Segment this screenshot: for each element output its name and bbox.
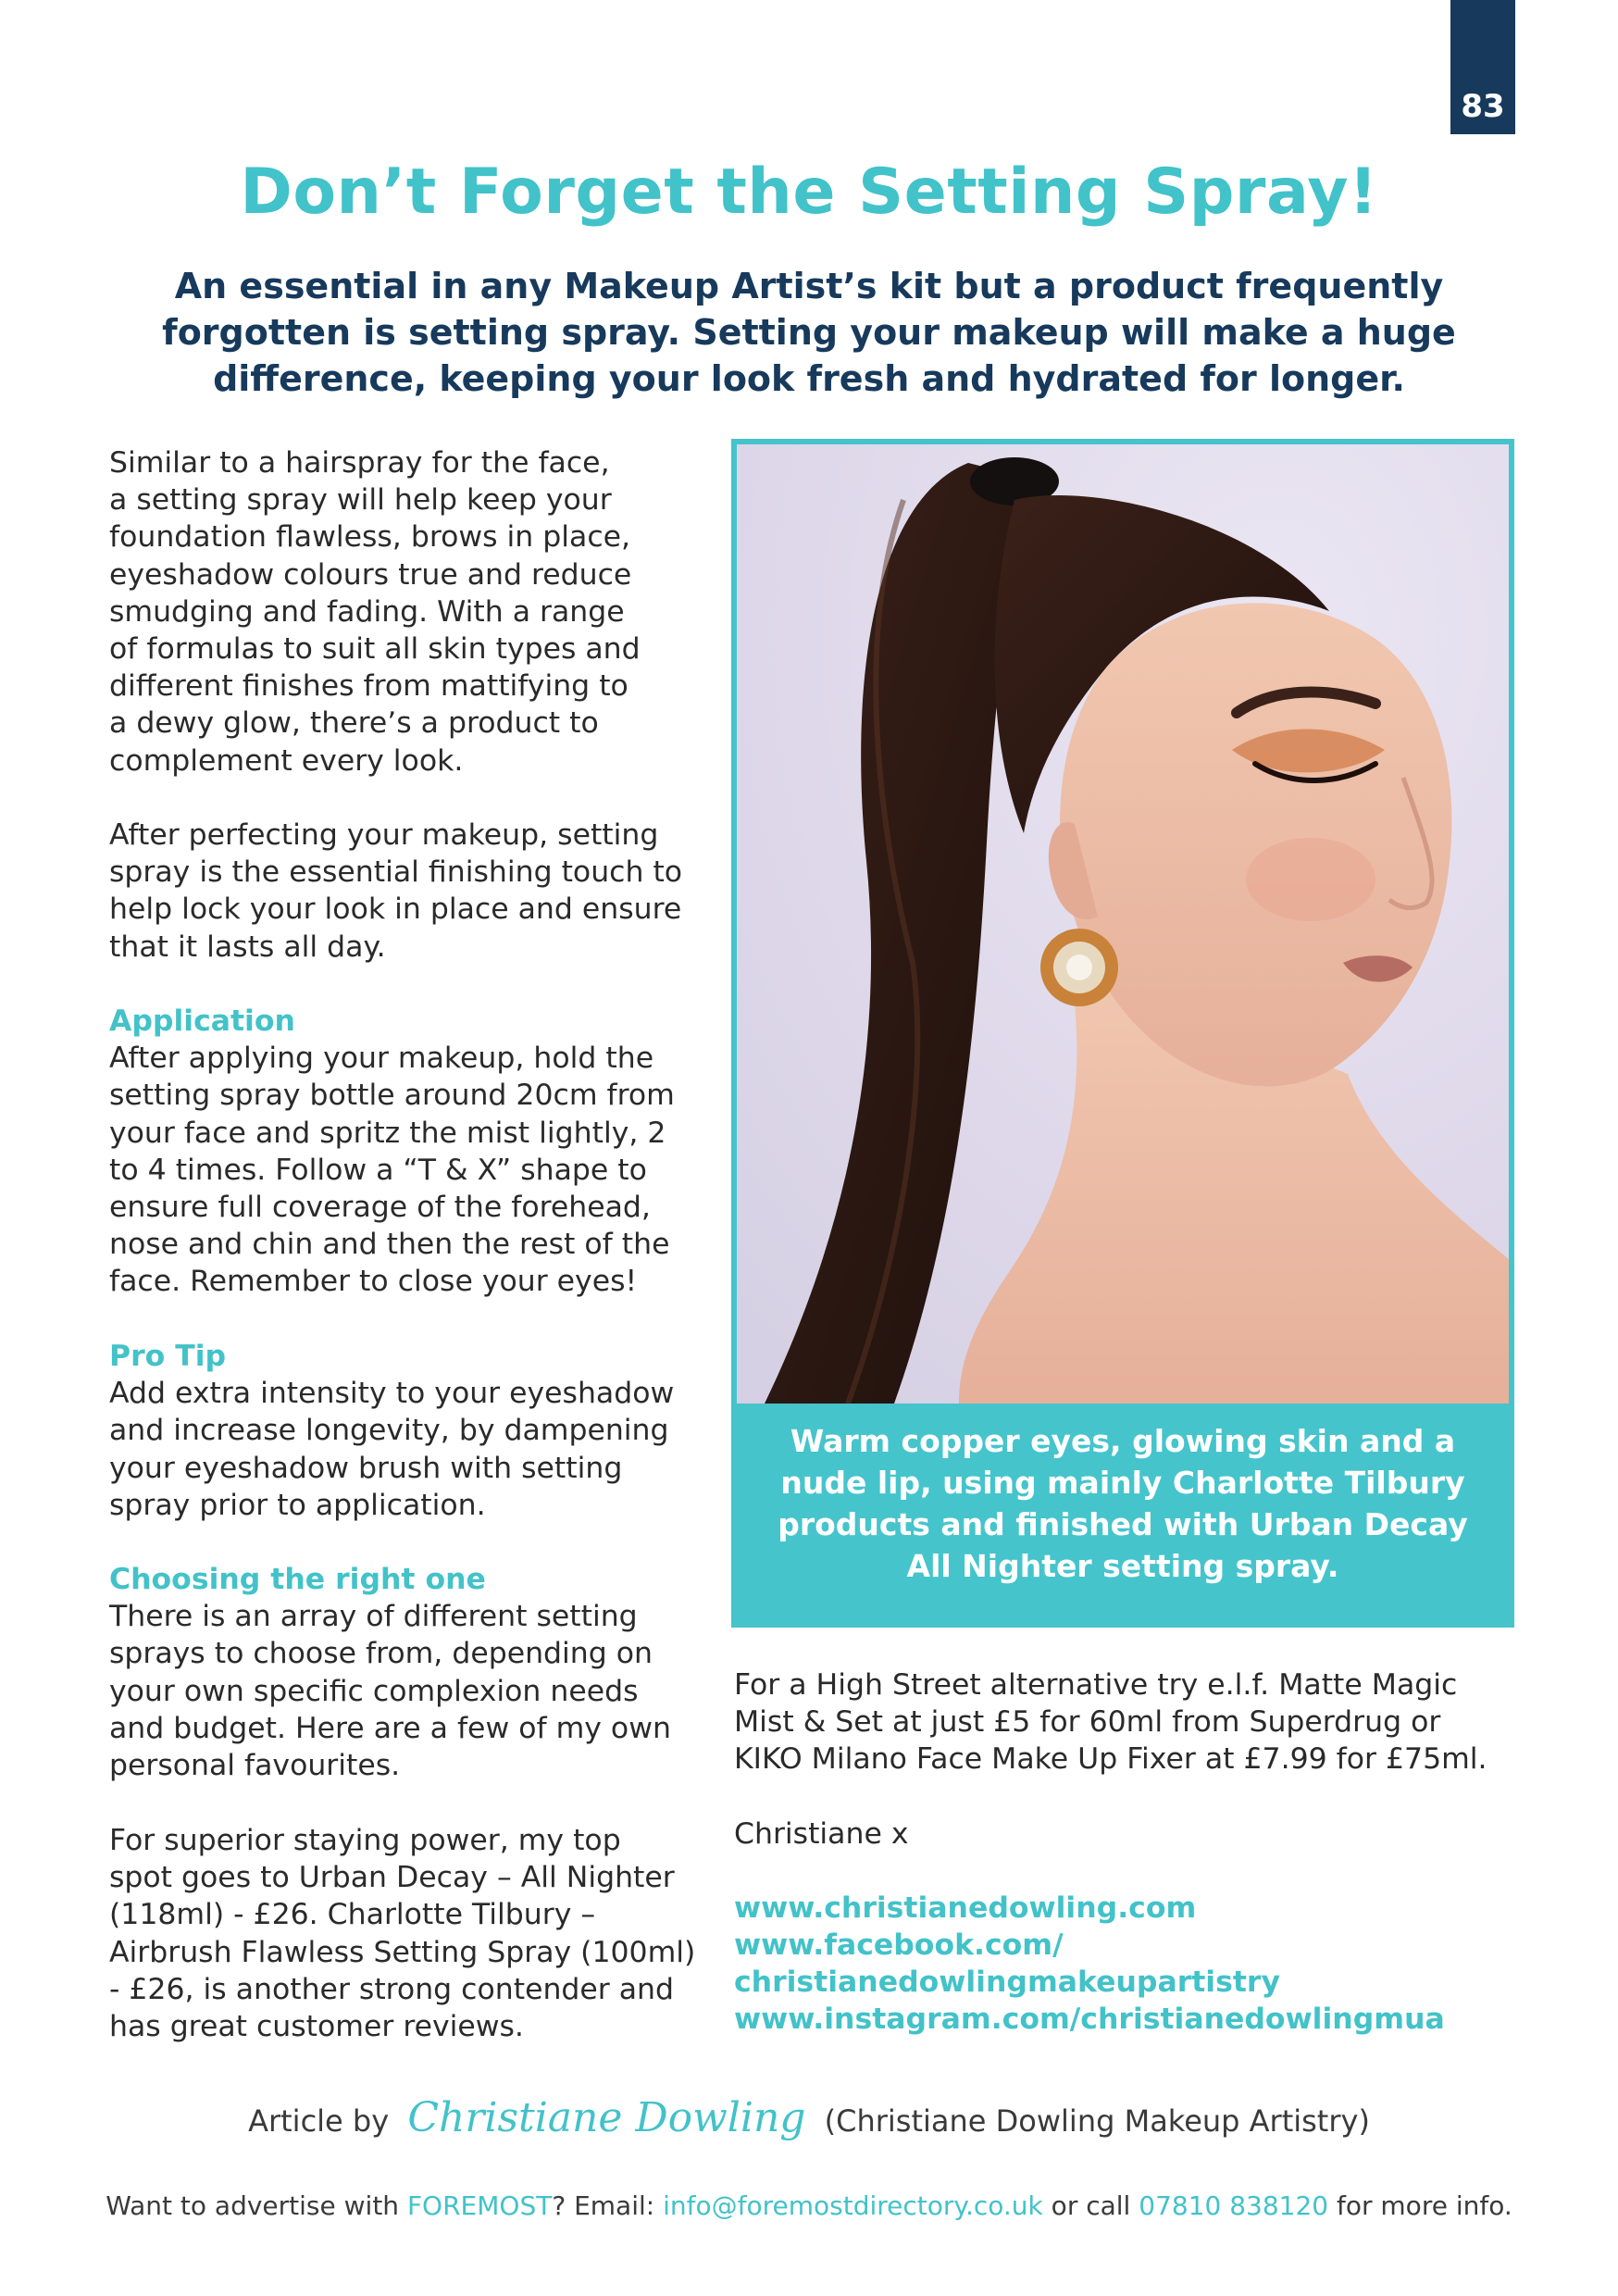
footer-text: Want to advertise with [106, 2190, 407, 2221]
text-line: a setting spray will help keep your [109, 483, 612, 518]
paragraph-intro-text [109, 444, 711, 780]
text-line: Airbrush Flawless Setting Spray (100ml) [109, 1935, 696, 1969]
page-number-tab [1450, 0, 1515, 134]
author-signature: Christiane Dowling [407, 2094, 806, 2141]
paragraph-favourites [109, 1822, 711, 2045]
signoff: Christiane x [734, 1816, 909, 1851]
paragraph-finishing [109, 817, 711, 966]
caption-line: products and finished with Urban Decay [778, 1506, 1468, 1542]
text-line: Add extra intensity to your eyeshadow [109, 1377, 675, 1411]
text-line: eyeshadow colours true and reduce [109, 557, 632, 592]
advertising-footer [0, 2190, 1618, 2221]
footer-phone-link[interactable]: 07810 838120 [1139, 2190, 1329, 2221]
links-list [734, 1890, 1521, 2039]
text-line: smudging and fading. With a range [109, 594, 625, 629]
text-line: For superior staying power, my top [109, 1824, 621, 1857]
model-portrait-illustration [737, 444, 1509, 1404]
text-line: Mist & Set at just £5 for 60ml from Superdrug or [734, 1705, 1441, 1740]
right-column [734, 1666, 1521, 2039]
footer-text: or call [1042, 2190, 1139, 2221]
text-line: nose and chin and then the rest of the [109, 1228, 670, 1262]
caption-line: nude lip, using mainly Charlotte Tilbury [780, 1465, 1465, 1501]
text-line: different finishes from mattifying to [109, 669, 629, 704]
text-line: and increase longevity, by dampening [109, 1414, 669, 1448]
text-line: (118ml) - £26. Charlotte Tilbury – [109, 1898, 596, 1932]
text-line: ensure full coverage of the forehead, [109, 1191, 651, 1225]
footer-brand: FOREMOST [406, 2190, 553, 2221]
text-line: - £26, is another strong contender and [109, 1972, 675, 2006]
byline-prefix: Article by [248, 2103, 390, 2139]
text-line: and budget. Here are a few of my own [109, 1711, 671, 1745]
text-line: spot goes to Urban Decay – All Nighter [109, 1861, 675, 1895]
text-line: your eyeshadow brush with setting [109, 1451, 623, 1485]
text-line: to 4 times. Follow a “T & X” shape to [109, 1153, 647, 1187]
text-line: complement every look. [109, 743, 464, 778]
text-line: Similar to a hairspray for the face, [109, 446, 610, 480]
photo-caption [731, 1420, 1514, 1587]
text-line: personal favourites. [109, 1749, 401, 1783]
text-line: of formulas to suit all skin types and [109, 632, 641, 667]
article-intro: An essential in any Makeup Artist’s kit but a product frequently forgotten is setting spray. Setting your makeup will make a huge difference, keeping your look fresh and hydrated for longer. [162, 266, 1456, 399]
text-line: spray is the essential finishing touch to [109, 855, 683, 890]
paragraph-alternative [734, 1666, 1521, 1778]
byline-suffix: (Christiane Dowling Makeup Artistry) [824, 2103, 1370, 2139]
text-line: After perfecting your makeup, setting [109, 818, 659, 852]
text-line: help lock your look in place and ensure [109, 892, 682, 927]
model-photo [737, 444, 1509, 1404]
section-application [109, 1003, 711, 1301]
text-line: spray prior to application. [109, 1488, 486, 1522]
website-link[interactable]: www.christianedowling.com [734, 1890, 1197, 1925]
text-line: your own specific complexion needs [109, 1674, 639, 1708]
section-pro-tip [109, 1338, 711, 1524]
footer-email-link[interactable]: info@foremostdirectory.co.uk [663, 2190, 1043, 2221]
photo-frame [731, 439, 1514, 1628]
article-title: Don’t Forget the Setting Spray! [240, 156, 1378, 229]
caption-line: Warm copper eyes, glowing skin and a [790, 1423, 1456, 1459]
page-number: 83 [1461, 88, 1505, 125]
text-line: a dewy glow, there’s a product to [109, 706, 599, 741]
section-choosing [109, 1561, 711, 1784]
caption-line: All Nighter setting spray. [906, 1548, 1339, 1584]
text-line: that it lasts all day. [109, 930, 386, 964]
text-line: After applying your makeup, hold the [109, 1042, 654, 1076]
text-line: your face and spritz the mist lightly, 2 [109, 1116, 666, 1150]
text-line: There is an array of different setting [109, 1600, 638, 1634]
instagram-link[interactable]: www.instagram.com/christianedowlingmua [734, 2003, 1445, 2037]
facebook-link-continued[interactable]: christianedowlingmakeupartistry [734, 1965, 1280, 2000]
choosing-heading: Choosing the right one [109, 1563, 486, 1596]
facebook-link[interactable]: www.facebook.com/ [734, 1928, 1064, 1963]
text-line: face. Remember to close your eyes! [109, 1265, 638, 1299]
application-heading: Application [109, 1004, 295, 1038]
text-line: sprays to choose from, depending on [109, 1637, 653, 1671]
text-line: KIKO Milano Face Make Up Fixer at £7.99 for £75ml. [734, 1742, 1487, 1777]
pro-tip-heading: Pro Tip [109, 1340, 227, 1373]
text-line: foundation flawless, brows in place, [109, 520, 631, 555]
text-line: For a High Street alternative try e.l.f. Matte Magic [734, 1668, 1458, 1702]
footer-text: for more info. [1328, 2190, 1512, 2221]
article-byline [0, 2094, 1618, 2141]
text-line: has great customer reviews. [109, 2010, 524, 2044]
text-line: setting spray bottle around 20cm from [109, 1079, 675, 1113]
footer-text: ? Email: [552, 2190, 664, 2221]
